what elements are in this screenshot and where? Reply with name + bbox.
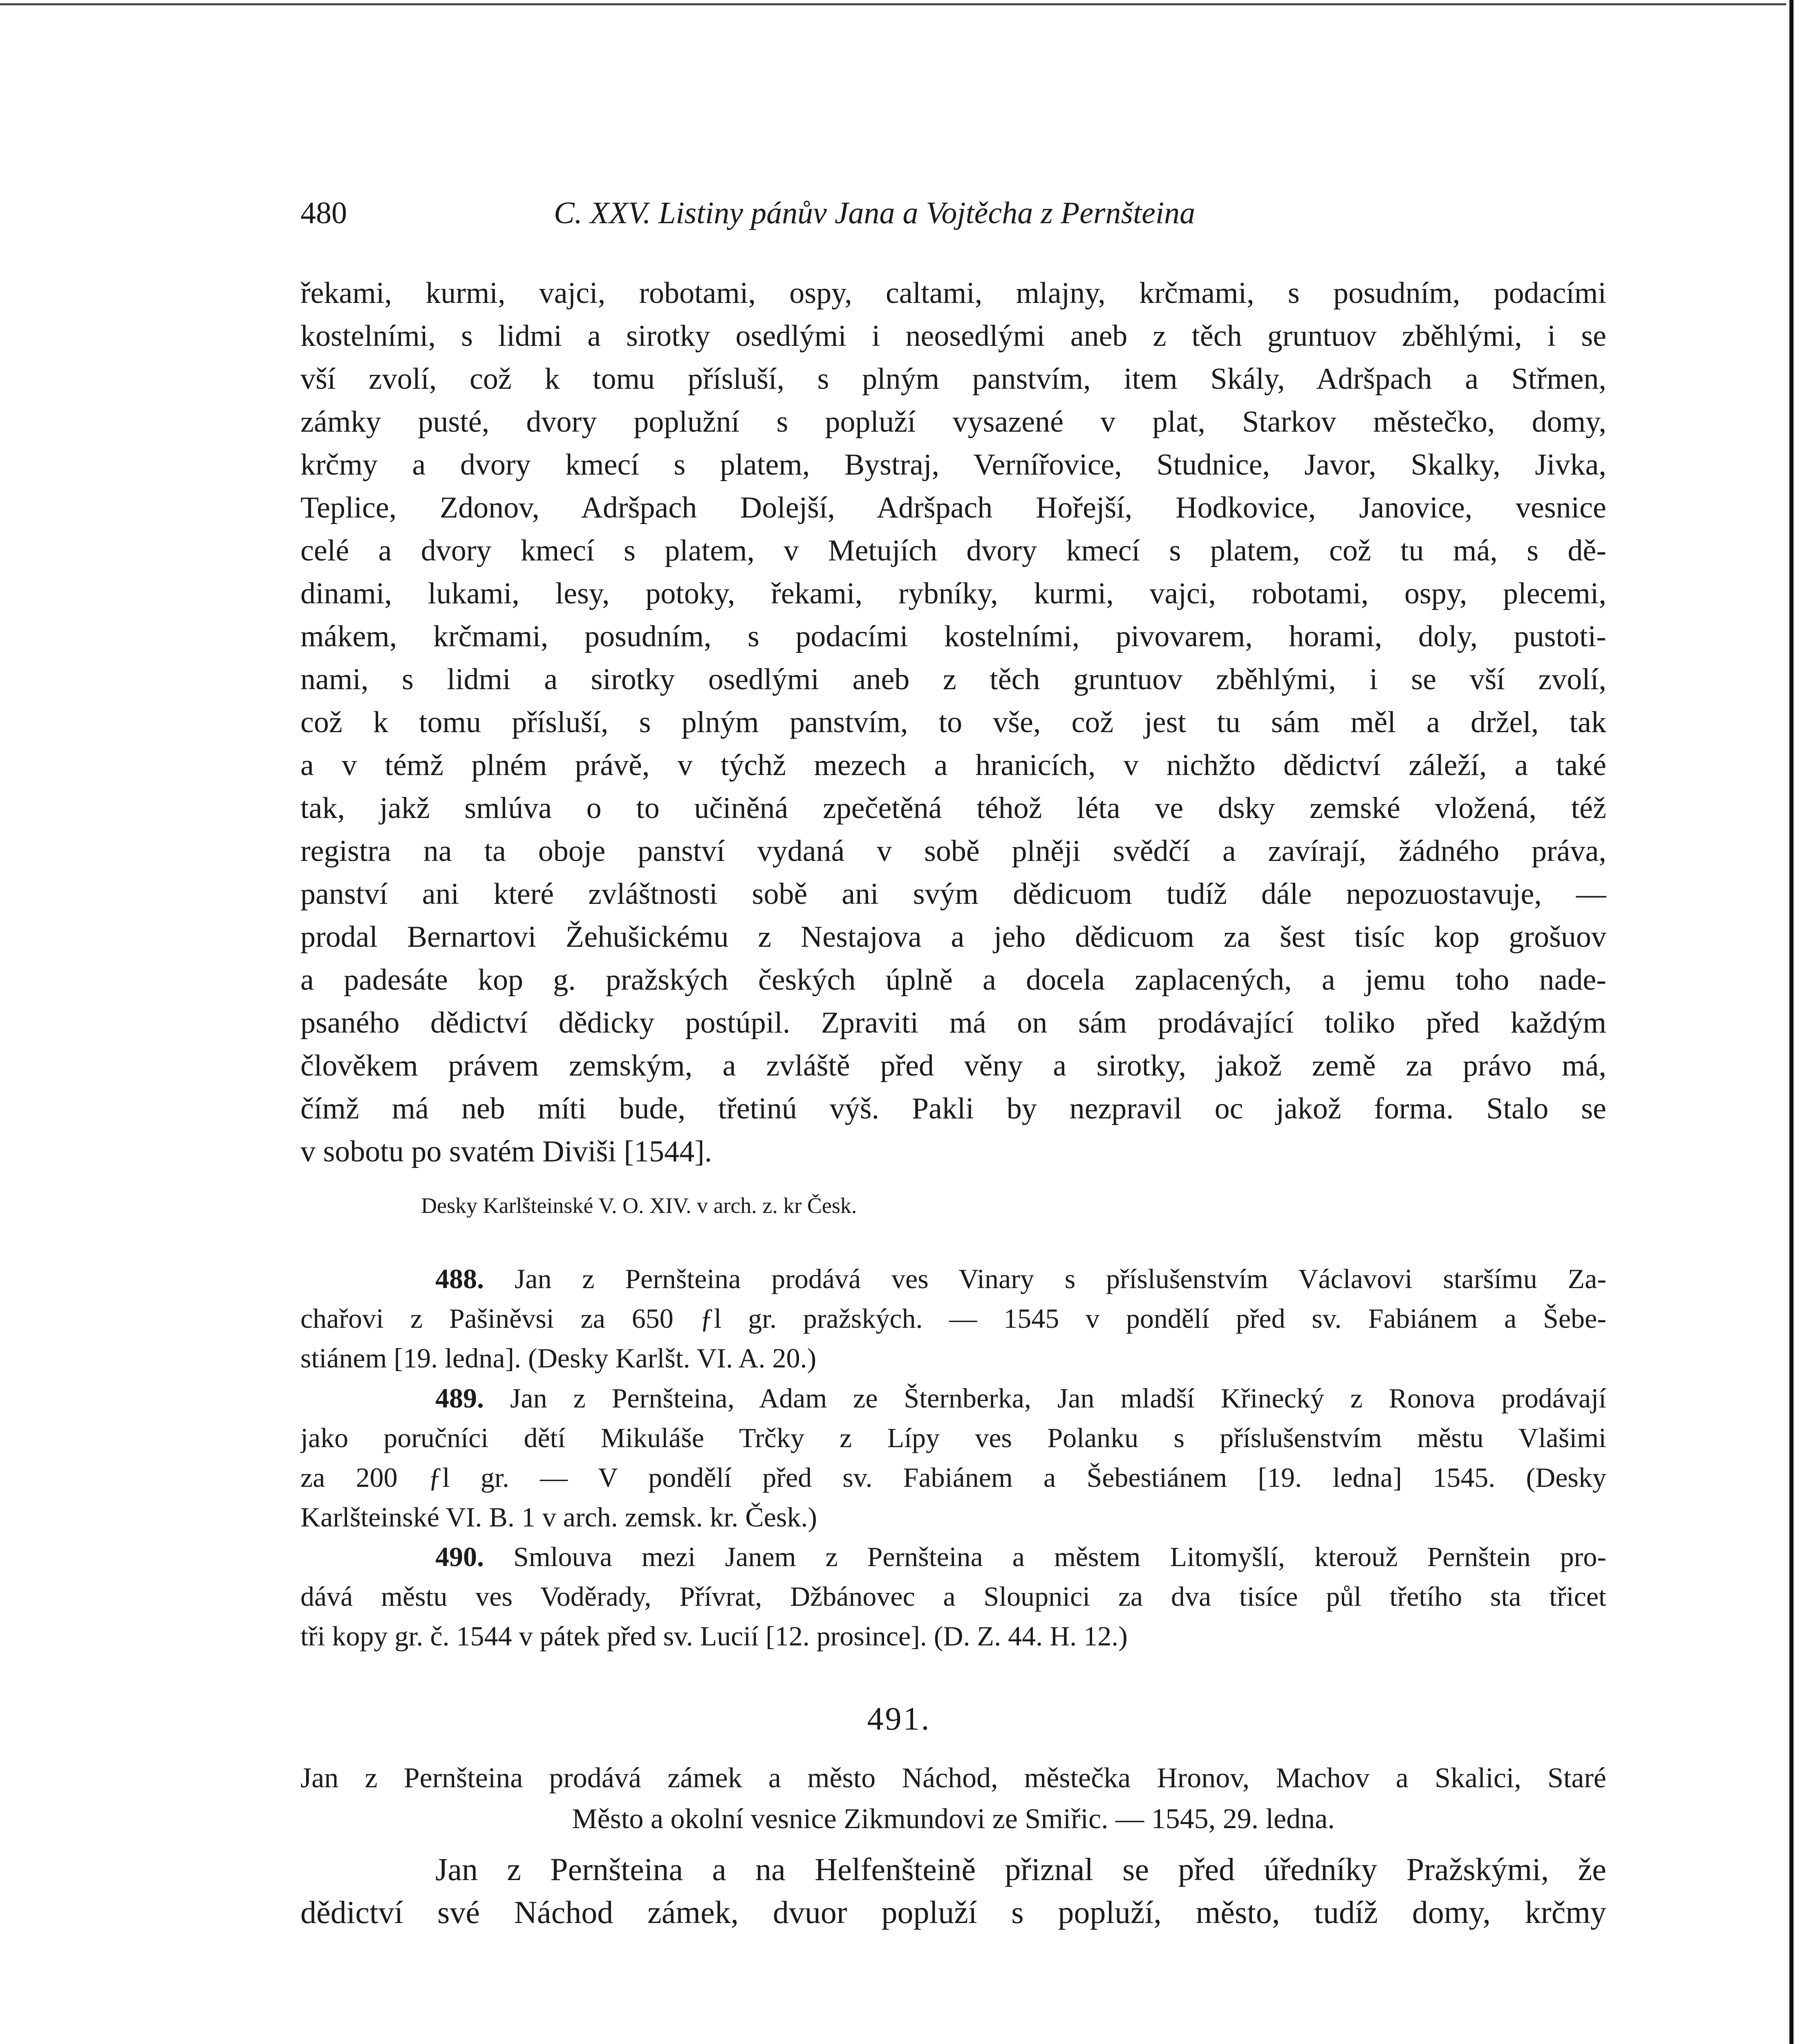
text-line: nami, s lidmi a sirotky osedlými aneb z těch gruntuov zběhlými, i se vší zvolí,	[300, 663, 1606, 696]
entry-488	[300, 1259, 1606, 1378]
text-line: čímž má neb míti bude, třetinú výš. Pakli by nezpravil oc jakož forma. Stalo se	[300, 1092, 1606, 1125]
text-line: a v témž plném právě, v týchž mezech a hranicích, v nichžto dědictví záleží, a také	[300, 749, 1606, 782]
text-line: zámky pusté, dvory poplužní s popluží vysazené v plat, Starkov městečko, domy,	[300, 405, 1606, 439]
text-line: celé a dvory kmecí s platem, v Metujích dvory kmecí s platem, což tu má, s dě-	[300, 534, 1606, 567]
document-number: 491.	[867, 1701, 931, 1737]
text-line: Karlšteinské VI. B. 1 v arch. zemsk. kr. Česk.)	[300, 1502, 817, 1533]
page-header	[300, 195, 1612, 244]
entry-text: Jan z Pernšteina prodává ves Vinary s příslušenstvím Václavovi staršímu Za-	[514, 1263, 1606, 1294]
scan-edge-top	[0, 3, 1786, 5]
text-line: tak, jakž smlúva o to učiněná zpečetěná téhož léta ve dsky zemské vložená, též	[300, 791, 1606, 825]
text-line: kostelními, s lidmi a sirotky osedlými i neosedlými aneb z těch gruntuov zběhlými, i se	[300, 319, 1606, 353]
text-line: jako poručníci dětí Mikuláše Trčky z Lípy ves Polanku s příslušenstvím městu Vlašimi	[300, 1422, 1606, 1453]
entry-first-line	[300, 1259, 1606, 1299]
entry-text: Smlouva mezi Janem z Pernšteina a městem Litomyšlí, kterouž Pernštein pro-	[513, 1541, 1606, 1572]
text-line: řekami, kurmi, vajci, robotami, ospy, caltami, mlajny, krčmami, s posudním, podacími	[300, 276, 1606, 310]
entry-number: 488.	[435, 1263, 484, 1294]
entry-first-line	[300, 1537, 1606, 1577]
text-line: chařovi z Pašiněvsi za 650 ƒl gr. pražských. — 1545 v pondělí před sv. Fabiánem a Šebe-	[300, 1303, 1606, 1334]
text-line: člověkem právem zemským, a zvláště před věny a sirotky, jakož země za právo má,	[300, 1049, 1606, 1083]
document-body	[300, 1848, 1606, 1934]
document-summary-line: Jan z Pernšteina prodává zámek a město Náchod, městečka Hronov, Machov a Skalici, Staré	[300, 1762, 1606, 1794]
entry-number: 490.	[435, 1541, 484, 1572]
entry-489	[300, 1378, 1606, 1537]
running-title: C. XXV. Listiny pánův Jana a Vojtěcha z Pernšteina	[554, 196, 1196, 230]
document-summary-line: Město a okolní vesnice Zikmundovi ze Smiřic. — 1545, 29. ledna.	[572, 1803, 1335, 1835]
entry-490	[300, 1537, 1606, 1656]
source-note: Desky Karlšteinské V. O. XIV. v arch. z. kr Česk.	[421, 1193, 857, 1218]
text-line: prodal Bernartovi Žehušickému z Nestajova a jeho dědicuom za šest tisíc kop grošuov	[300, 920, 1606, 954]
main-text	[300, 272, 1606, 1173]
text-line: registra na ta oboje panství vydaná v sobě plněji svědčí a zavírají, žádného práva,	[300, 834, 1606, 868]
text-line: mákem, krčmami, posudním, s podacími kostelními, pivovarem, horami, doly, pustoti-	[300, 620, 1606, 653]
text-line: Jan z Pernšteina a na Helfenšteině přiznal se před úředníky Pražskými, že	[435, 1851, 1606, 1887]
text-line: dinami, lukami, lesy, potoky, řekami, rybníky, kurmi, vajci, robotami, ospy, plecemi,	[300, 577, 1606, 610]
entry-first-line	[300, 1378, 1606, 1418]
text-line: což k tomu přísluší, s plným panstvím, to vše, což jest tu sám měl a držel, tak	[300, 706, 1606, 739]
text-line: psaného dědictví dědicky postúpil. Zpraviti má on sám prodávající toliko před každým	[300, 1006, 1606, 1040]
text-line: a padesáte kop g. pražských českých úplně a docela zaplacených, a jemu toho nade-	[300, 963, 1606, 997]
text-line: v sobotu po svatém Diviši [1544].	[300, 1135, 712, 1168]
text-line: krčmy a dvory kmecí s platem, Bystraj, Vernířovice, Studnice, Javor, Skalky, Jivka,	[300, 448, 1606, 482]
entry-number: 489.	[435, 1383, 484, 1414]
page-number: 480	[300, 196, 347, 230]
entry-text: Jan z Pernšteina, Adam ze Šternberka, Jan mladší Křinecký z Ronova prodávají	[510, 1383, 1606, 1414]
text-line: stiánem [19. ledna]. (Desky Karlšt. VI. A. 20.)	[300, 1342, 817, 1374]
text-line: panství ani které zvláštnosti sobě ani svým dědicuom tudíž dále nepozuostavuje, —	[300, 877, 1606, 911]
text-line: tři kopy gr. č. 1544 v pátek před sv. Lucií [12. prosince]. (D. Z. 44. H. 12.)	[300, 1620, 1128, 1652]
text-line: Teplice, Zdonov, Adršpach Dolejší, Adršpach Hořejší, Hodkovice, Janovice, vesnice	[300, 491, 1606, 524]
text-line: dědictví své Náchod zámek, dvuor popluží s popluží, město, tudíž domy, krčmy	[300, 1894, 1606, 1930]
text-line: za 200 ƒl gr. — V pondělí před sv. Fabiánem a Šebestiánem [19. ledna] 1545. (Desky	[300, 1462, 1606, 1493]
text-line: dává městu ves Voděrady, Přívrat, Džbánovec a Sloupnici za dva tisíce půl třetího sta třicet	[300, 1581, 1606, 1612]
text-line: vší zvolí, což k tomu přísluší, s plným panstvím, item Skály, Adršpach a Střmen,	[300, 362, 1606, 396]
